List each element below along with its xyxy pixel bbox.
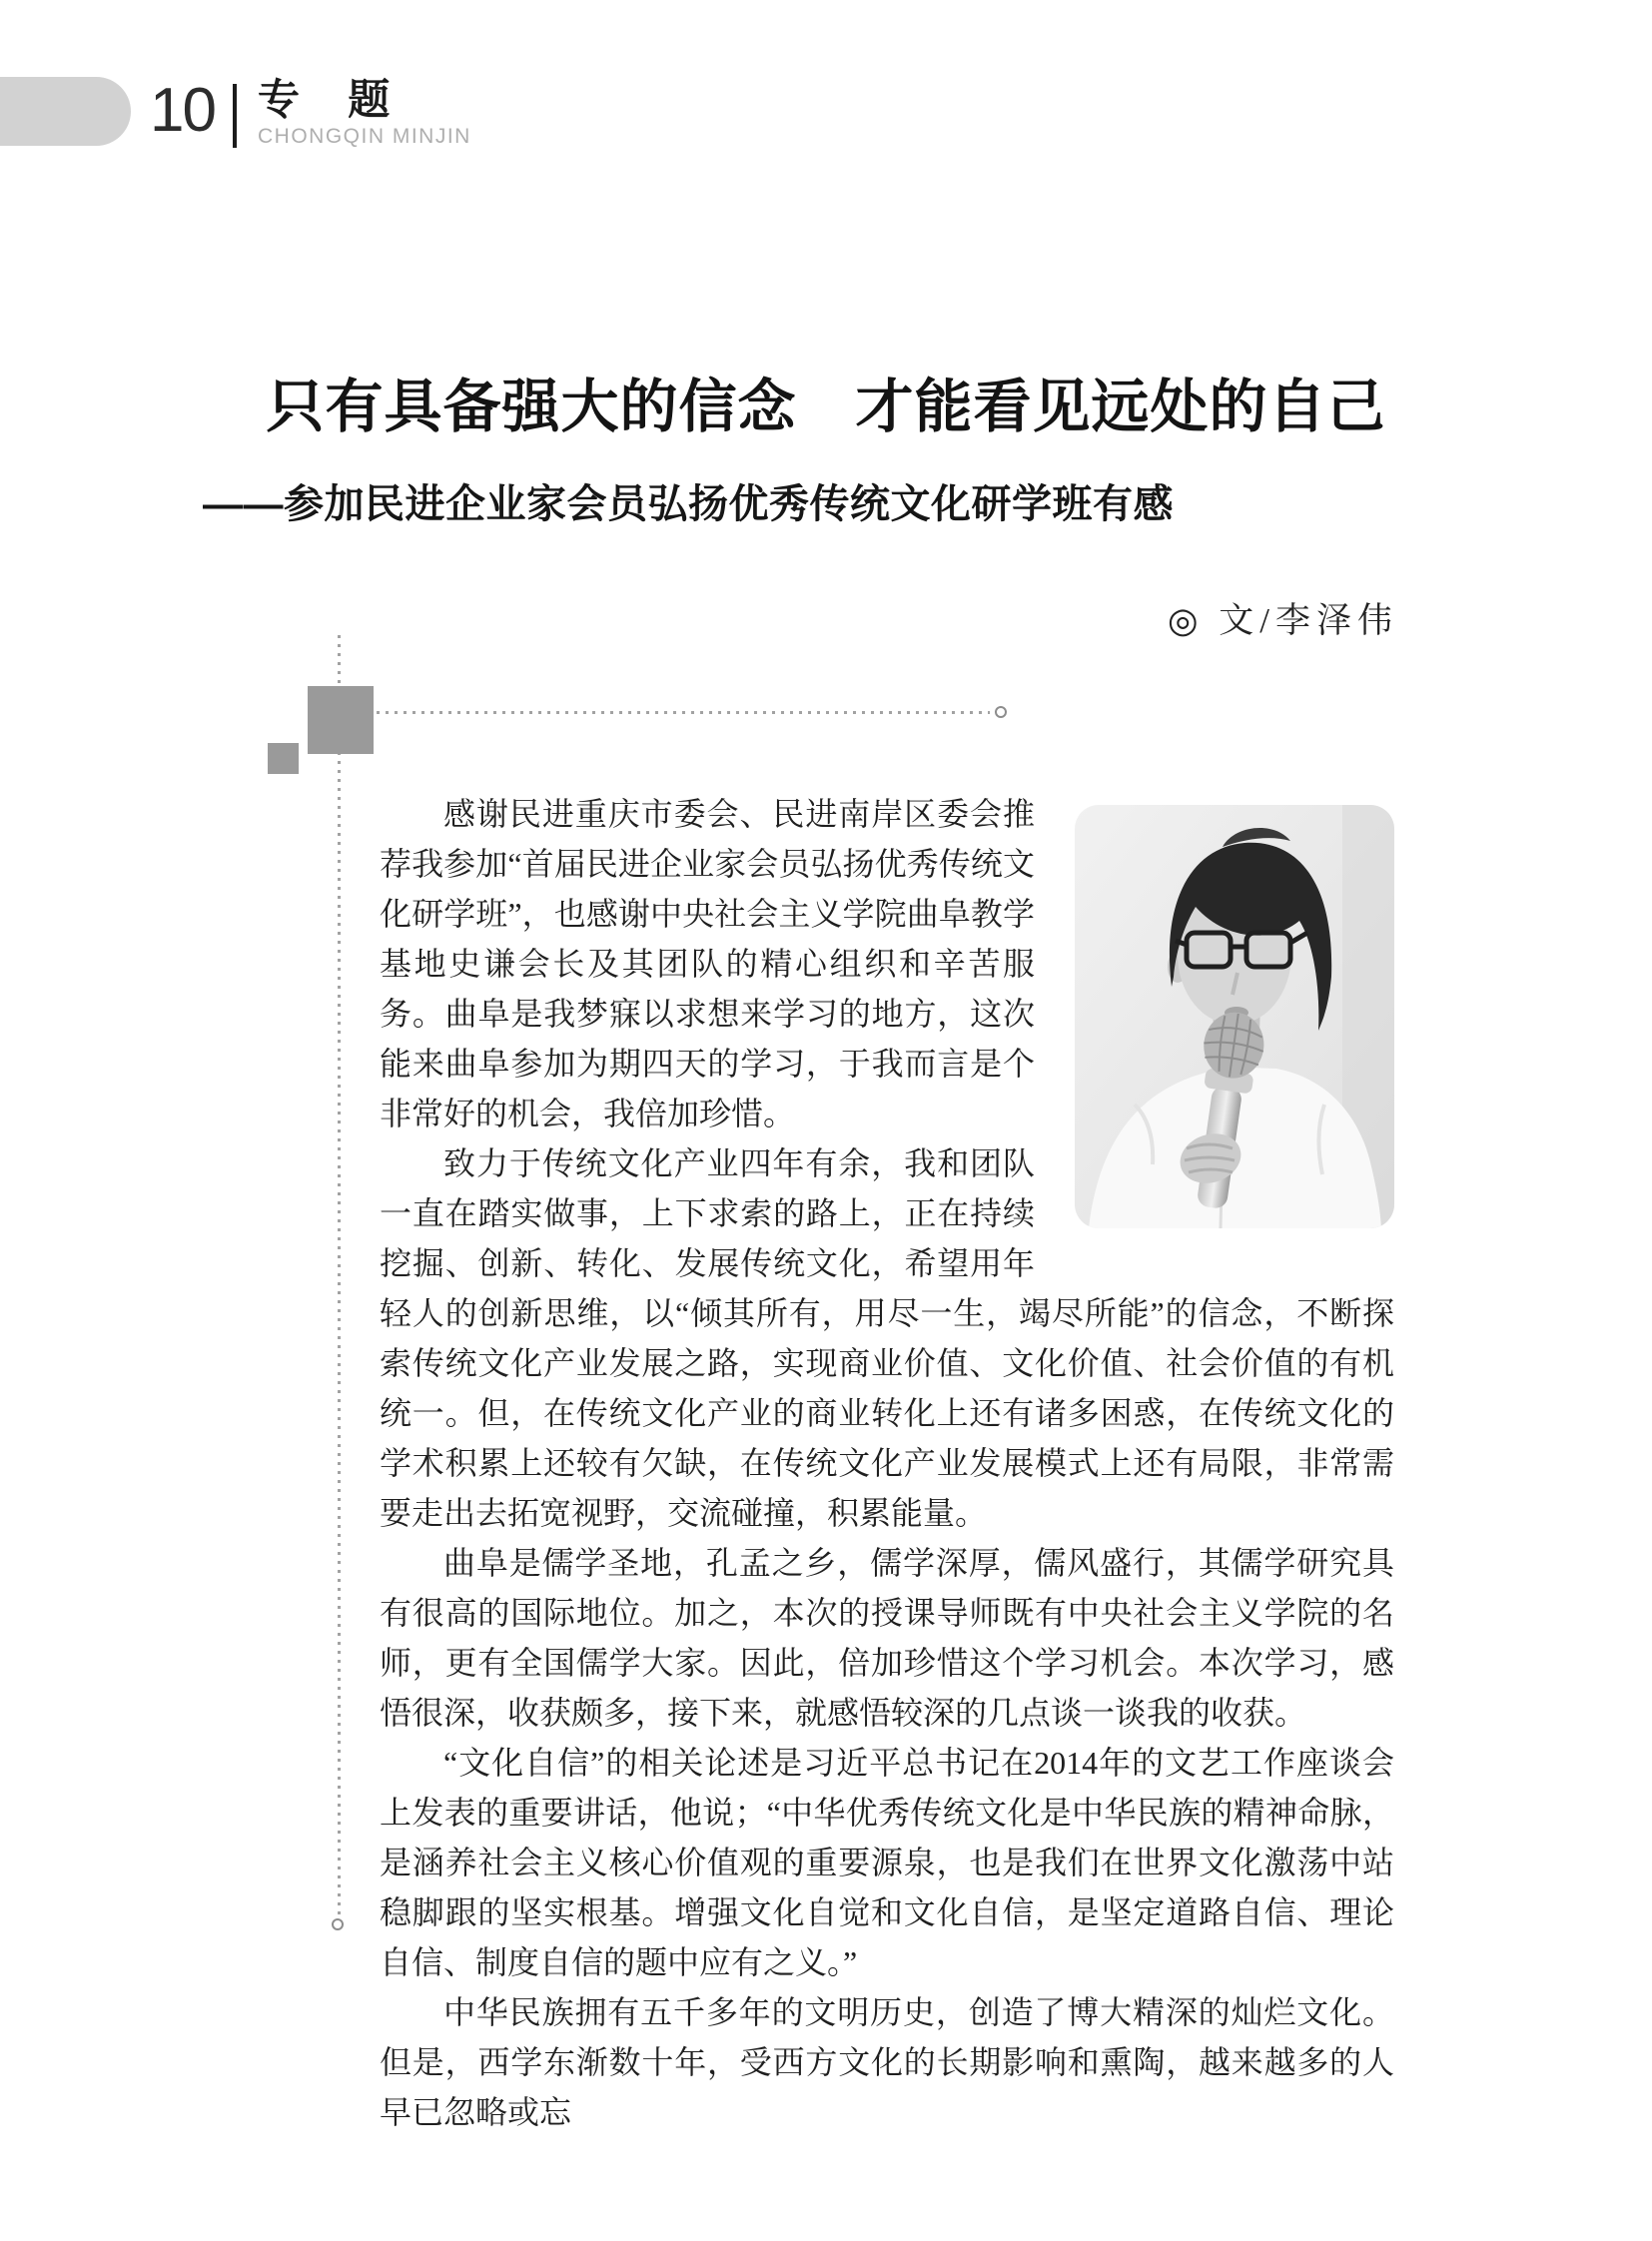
horizontal-dotted-line [377,711,990,714]
paragraph-2: 致力于传统文化产业四年有余，我和团队一直在踏实做事，上下求索的路上，正在持续挖掘、创新、转化、发展传统文化，希望用年轻人的创新思维，以“倾其所有，用尽一生，竭尽所能”的信念，不断探索传统文化产业发展之路，实现商业价值、文化价值、社会价值的有机统一。但，在传统文化产业的商业转化上还有诸多困惑，在传统文化的学术积累上还较有欠缺，在传统文化产业发展模式上还有局限，非常需要走出去拓宽视野，交流碰撞，积累能量。 [380,1145,1394,1531]
paragraph-4: “文化自信”的相关论述是习近平总书记在2014年的文艺工作座谈会上发表的重要讲话，他说；“中华优秀传统文化是中华民族的精神命脉，是涵养社会主义核心价值观的重要源泉，也是我们在世界文化激荡中站稳脚跟的坚实根基。增强文化自觉和文化自信，是坚定道路自信、理论自信、制度自信的题中应有之义。” [380,1745,1394,1980]
portrait-illustration [1075,805,1394,1228]
paragraph-3: 曲阜是儒学圣地，孔孟之乡，儒学深厚，儒风盛行，其儒学研究具有很高的国际地位。加之，本次的授课导师既有中央社会主义学院的名师，更有全国儒学大家。因此，倍加珍惜这个学习机会。本次学习，感悟很深，收获颇多，接下来，就感悟较深的几点谈一谈我的收获。 [380,1545,1394,1731]
header-pill-decoration [0,77,131,146]
paragraph-5: 中华民族拥有五千多年的文明历史，创造了博大精深的灿烂文化。但是，西学东渐数十年，受西方文化的长期影响和熏陶，越来越多的人早已忽略或忘 [380,1994,1394,2130]
section-title: 专题 [258,76,438,123]
article-body [380,789,1394,2137]
paragraph-1: 感谢民进重庆市委会、民进南岸区委会推荐我参加“首届民进企业家会员弘扬优秀传统文化研学班”，也感谢中央社会主义学院曲阜教学基地史谦会长及其团队的精心组织和辛苦服务。曲阜是我梦寐以求想来学习的地方，这次能来曲阜参加为期四天的学习，于我而言是个非常好的机会，我倍加珍惜。 [380,796,1035,1131]
article-subtitle: ——参加民进企业家会员弘扬优秀传统文化研学班有感 [203,482,1174,526]
section-block [258,77,471,149]
decorative-square-small [268,743,299,774]
author-photo [1075,805,1394,1228]
vertical-dotted-line [338,635,341,1917]
vertical-line-end-circle [332,1918,344,1930]
article-title: 只有具备强大的信念 才能看见远处的自己 [266,374,1386,439]
horizontal-line-end-circle [995,706,1007,718]
byline: ◎ 文/李泽伟 [1167,601,1398,640]
page-number: 10 [150,76,215,145]
header-divider [233,84,237,148]
decorative-square-large [308,686,374,754]
section-subtitle: CHONGQIN MINJIN [258,125,471,148]
